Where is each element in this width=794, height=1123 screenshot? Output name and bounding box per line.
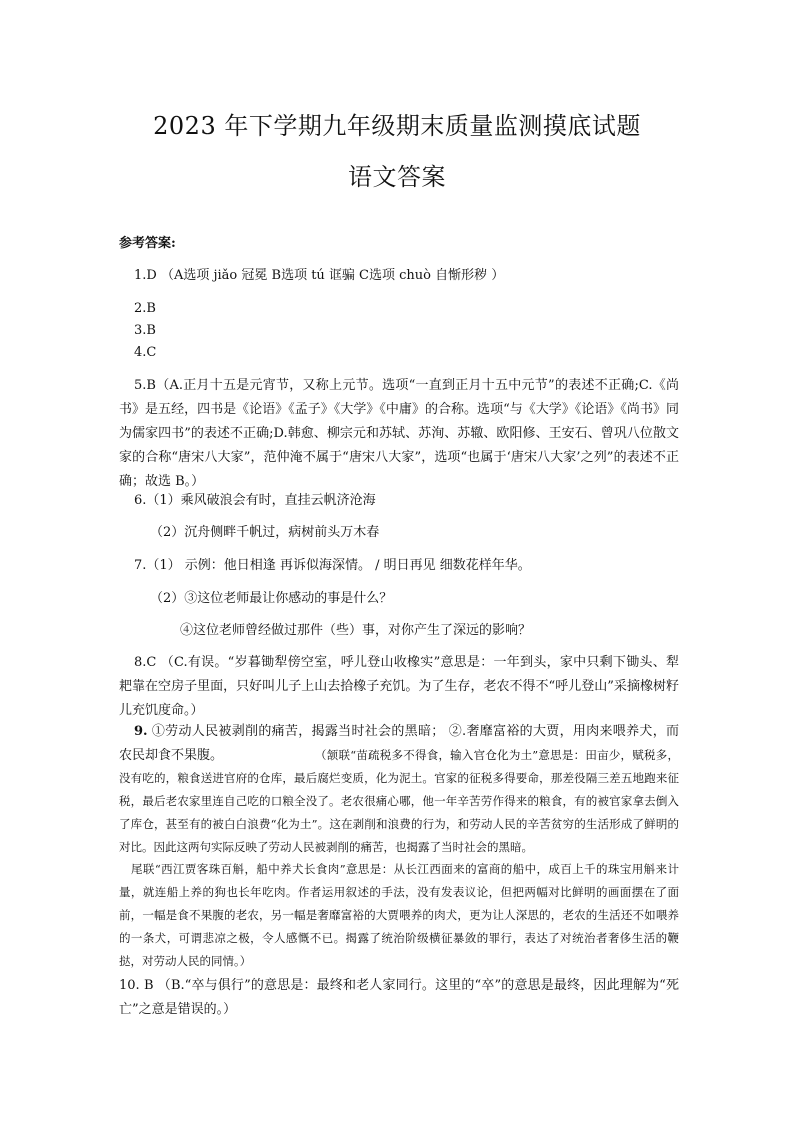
answer-q1: 1.D （A选项 jiǎo 冠冕 B选项 tú 诓骗 C选项 chuò 自惭形秽 ） — [134, 268, 505, 283]
answer-q2: 2.B — [134, 301, 156, 316]
answer-q3: 3.B — [134, 323, 156, 338]
q9-number: 9. — [134, 724, 148, 739]
exam-subtitle: 语文答案 — [348, 163, 446, 191]
answer-q5: 5.B（A.正月十五是元宵节，又称上元节。选项“一直到正月十五中元节”的表述不正确;C.《尚书》是五经，四书是《论语》《孟子》《大学》《中庸》的合称。选项“与《大学》《论语》《尚书》同为儒家四书”的表述不正确;D.韩愈、柳宗元和苏轼、苏洵、苏辙、欧阳修、王安石、曾巩八位散文家的合称“唐宋八大家”，范仲淹不属于“唐宋八大家”，选项“也属于‘唐宋八大家’之列”的表述不正确；故选 B。） — [119, 378, 679, 489]
answer-q7-3: ④这位老师曾经做过那件（些）事，对你产生了深远的影响？ — [180, 623, 532, 638]
answer-q7-2: （2）③这位老师最让你感动的事是什么？ — [150, 591, 393, 606]
q9-main: ①劳动人民被剥削的痛苦，揭露当时社会的黑暗； ②.奢靡富裕的大贾，用肉来喂养犬，而农民却食不果腹。 — [119, 724, 679, 763]
answer-q6-1: 6.（1）乘风破浪会有时，直挂云帆济沧海 — [134, 493, 376, 508]
answer-q9-tail: 尾联“西江贾客珠百斛，船中养犬长食肉”意思是：从长江西面来的富商的船中，成百上千的珠宝用斛来计量，就连船上养的狗也长年吃肉。作者运用叙述的手法，没有发表议论，但把两幅对比鲜明的画面摆在了面前，一幅是食不果腹的老农，另一幅是奢靡富裕的大贾喂养的肉犬，更为让人深思的，老农的生活还不如喂养的一条犬，可谓悲凉之极，令人感慨不已。揭露了统治阶级横征暴敛的罪行，表达了对统治者奢侈生活的鞭挞，对劳动人民的同情。） — [119, 862, 679, 968]
answer-q8: 8.C （C.有误。“岁暮锄犁傍空室，呼儿登山收橡实”意思是：一年到头，家中只剩下锄头、犁耙靠在空房子里面，只好叫儿子上山去拾橡子充饥。为了生存，老农不得不“呼儿登山”采摘橡树籽儿充饥度命。） — [119, 655, 679, 718]
exam-title: 2023 年下学期九年级期末质量监测摸底试题 — [153, 112, 641, 140]
answer-q6-2: （2）沉舟侧畔千帆过，病树前头万木春 — [150, 525, 380, 540]
answers-heading: 参考答案: — [119, 236, 176, 251]
answer-q10: 10. B （B.“卒与俱行”的意思是：最终和老人家同行。这里的“卒”的意思是最终，因此理解为“死亡”之意是错误的。） — [119, 978, 679, 1017]
answer-q9-note: （颔联“苗疏税多不得食，输入官仓化为土”意思是：田亩少，赋税多，没有吃的，粮食送进官府的仓库，最后腐烂变质，化为泥土。官家的征税多得要命，那差役隔三差五地跑来征税，最后老农家里连自己吃的口粮全没了。老农很痛心哪，他一年辛苦劳作得来的粮食，有的被官家拿去倒入了库仓，甚至有的被白白浪费“化为土”。这在剥削和浪费的行为，和劳动人民的辛苦贫穷的生活形成了鲜明的对比。因此这两句实际反映了劳动人民被剥削的痛苦，也揭露了当时社会的黑暗。 — [119, 748, 679, 854]
answer-q4: 4.C — [134, 345, 157, 360]
answer-q7-1: 7.（1） 示例：他日相逢 再诉似海深情。 / 明日再见 细数花样年华。 — [134, 558, 531, 573]
